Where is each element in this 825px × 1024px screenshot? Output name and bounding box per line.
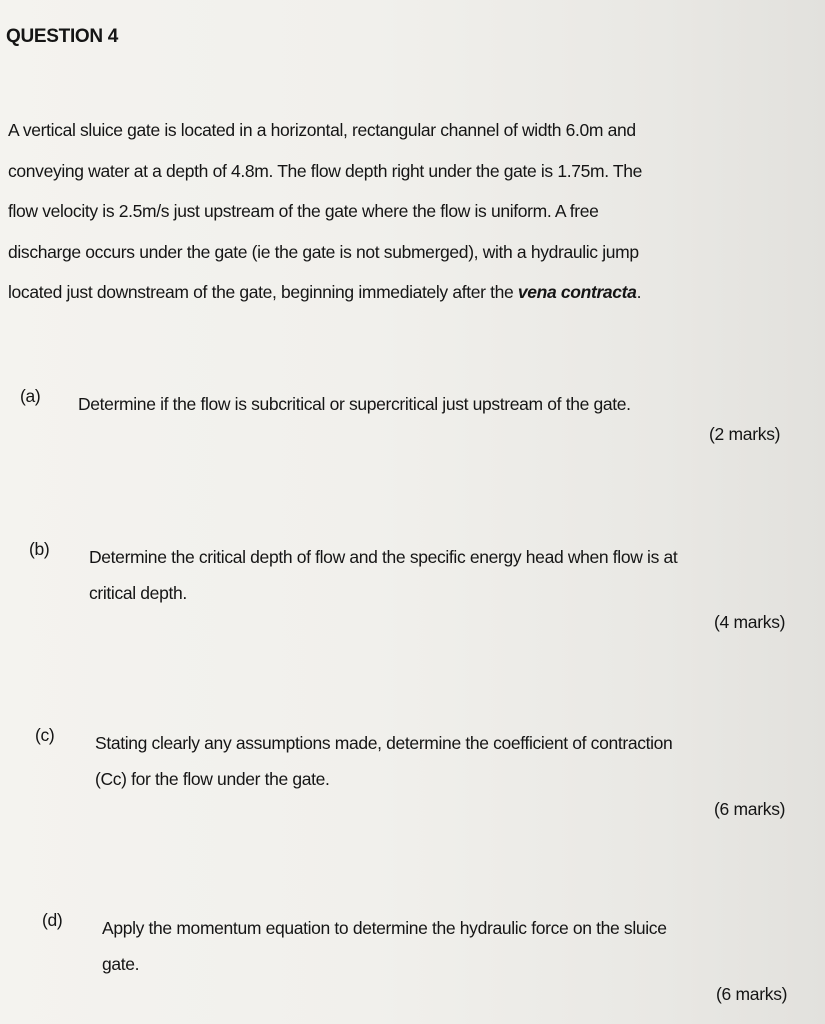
marks-c: (6 marks) — [714, 799, 786, 819]
part-text — [89, 539, 677, 611]
statement-line: conveying water at a depth of 4.8m. The flow depth right under the gate is 1.75m. The — [8, 160, 643, 181]
part-line: critical depth. — [89, 583, 187, 603]
marks-b: (4 marks) — [714, 612, 786, 632]
part-text — [78, 386, 631, 422]
statement-line: discharge occurs under the gate (ie the gate is not submerged), with a hydraulic jump — [8, 241, 639, 262]
statement-line: A vertical sluice gate is located in a horizontal, rectangular channel of width 6.0m and — [8, 120, 636, 140]
problem-statement — [8, 110, 808, 313]
part-label: (d) — [42, 910, 63, 930]
part-line: Determine the critical depth of flow and the specific energy head when flow is at — [89, 547, 678, 567]
marks-a: (2 marks) — [709, 424, 781, 444]
part-line: Apply the momentum equation to determine the hydraulic force on the sluice — [102, 918, 667, 938]
vena-contracta-term: vena contracta — [517, 282, 637, 302]
part-line: Determine if the flow is subcritical or supercritical just upstream of the gate. — [78, 394, 631, 414]
part-label: (a) — [20, 386, 41, 406]
part-label: (b) — [29, 539, 50, 559]
part-line: gate. — [102, 954, 140, 974]
part-label: (c) — [35, 725, 55, 745]
statement-period: . — [636, 282, 642, 302]
part-line: Stating clearly any assumptions made, determine the coefficient of contraction — [95, 733, 673, 753]
part-line: (Cc) for the flow under the gate. — [95, 769, 330, 789]
statement-text: located just downstream of the gate, beginning immediately after the — [8, 282, 518, 302]
statement-line-last — [8, 272, 808, 313]
question-title: QUESTION 4 — [6, 26, 119, 47]
part-text — [102, 910, 667, 982]
part-text — [95, 725, 672, 797]
statement-line: flow velocity is 2.5m/s just upstream of the gate where the flow is uniform. A free — [8, 201, 599, 221]
marks-d: (6 marks) — [716, 984, 788, 1004]
